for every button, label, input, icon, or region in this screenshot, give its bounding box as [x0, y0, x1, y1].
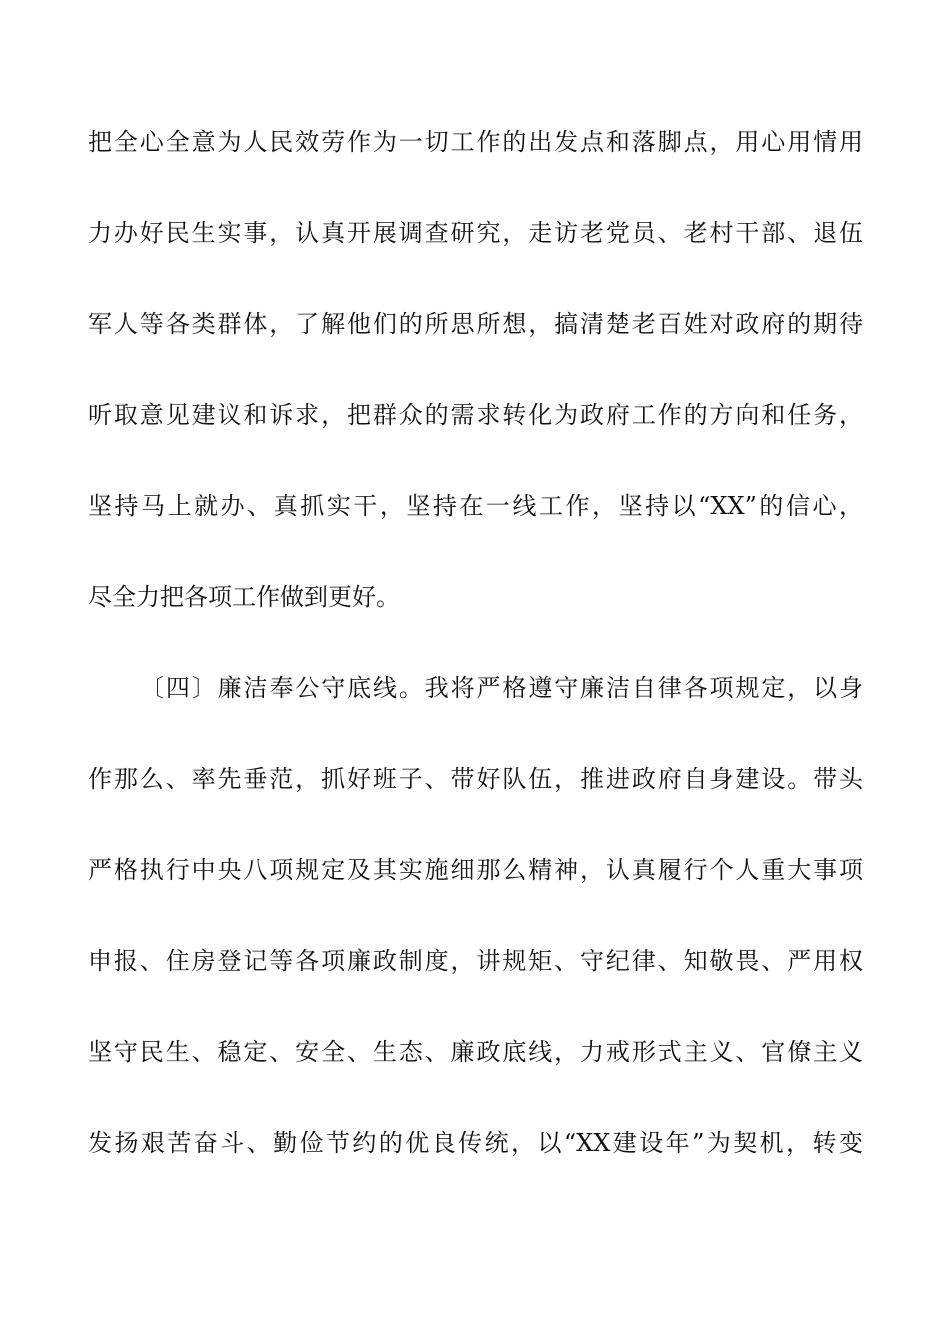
paragraph-line: 尽全力把各项工作做到更好。: [88, 583, 400, 611]
paragraph-line: 申报、住房登记等各项廉政制度，讲规矩、守纪律、知敬畏、严用权: [88, 947, 863, 975]
paragraph-line: 坚持马上就办、真抓实干，坚持在一线工作，坚持以“XX”的信心，: [88, 492, 863, 520]
paragraph-line: 作那么、率先垂范，抓好班子、带好队伍，推进政府自身建设。带头: [88, 765, 863, 793]
paragraph-line: 发扬艰苦奋斗、勤俭节约的优良传统，以“XX建设年”为契机，转变: [88, 1129, 863, 1157]
paragraph-line: 军人等各类群体，了解他们的所思所想，搞清楚老百姓对政府的期待: [88, 310, 863, 338]
section-heading-line: 〔四〕廉洁奉公守底线。我将严格遵守廉洁自律各项规定，以身: [140, 674, 863, 702]
paragraph-line: 坚守民生、稳定、安全、生态、廉政底线，力戒形式主义、官僚主义: [88, 1038, 863, 1066]
paragraph-line: 严格执行中央八项规定及其实施细那么精神，认真履行个人重大事项: [88, 856, 863, 884]
paragraph-line: 把全心全意为人民效劳作为一切工作的出发点和落脚点，用心用情用: [88, 128, 863, 156]
paragraph-line: 听取意见建议和诉求，把群众的需求转化为政府工作的方向和任务，: [88, 401, 863, 429]
paragraph-line: 力办好民生实事，认真开展调查研究，走访老党员、老村干部、退伍: [88, 219, 863, 247]
